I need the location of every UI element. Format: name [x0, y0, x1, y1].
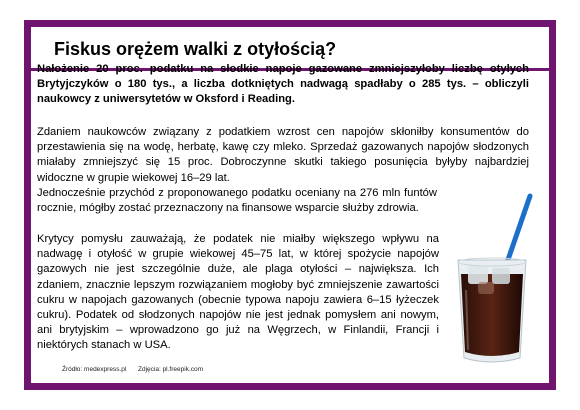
body-paragraph-1: Zdaniem naukowców związany z podatkiem wzrost cen napojów skłoniłby konsumentów do przestawienia się na wodę, herbatę, kawę czy mleko. Sprzedaż gazowanych napojów słodzonych miałaby zmniejszyć się 15 proc. Dobroczynne skutki takiego posunięcia byłyby najbardziej widoczne w grupie wiekowej 16–29 lat.	[37, 126, 529, 184]
body-paragraph-2: Jednocześnie przychód z proponowanego podatku oceniany na 276 mln funtów rocznie, mógłby zostać przeznaczony na finansowe wsparcie służby zdrowia.	[37, 187, 437, 215]
article-title: Fiskus orężem walki z otyłością?	[54, 39, 337, 59]
source-credit: Źródło: medexpress.pl	[62, 366, 127, 373]
lead-paragraph: Nałożenie 20 proc. podatku na słodkie napoje gazowane zmniejszyłoby liczbę otyłych Brytyjczyków o 180 tys., a liczba dotkniętych nadwagą spadłaby o 285 tys. – obliczyli naukowcy z uniwersytetów w Oksford i Reading.	[37, 63, 529, 106]
body-paragraph-3: Krytycy pomysłu zauważają, że podatek nie miałby większego wpływu na nadwagę i otyłość w grupie wiekowej 45–75 lat, w której spożycie napojów gazowych nie jest szczególnie duże, ale plaga otyłości – największa. Ich zdaniem, znacznie lepszym rozwiązaniem mogłoby być zmniejszenie zawartości cukru w napojach gazowanych (obecnie typowa napoju zawiera 6–15 łyżeczek cukru). Podatek od słodzonych napojów nie jest jednak pomysłem ani nowym, ani brytyjskim – wprowadzono go już na Węgrzech, w Finlandii, Francji i niektórych stanach w USA.	[37, 233, 439, 352]
photo-credit: Zdjęcia: pl.freepik.com	[138, 366, 204, 373]
soda-glass-image	[448, 190, 536, 370]
